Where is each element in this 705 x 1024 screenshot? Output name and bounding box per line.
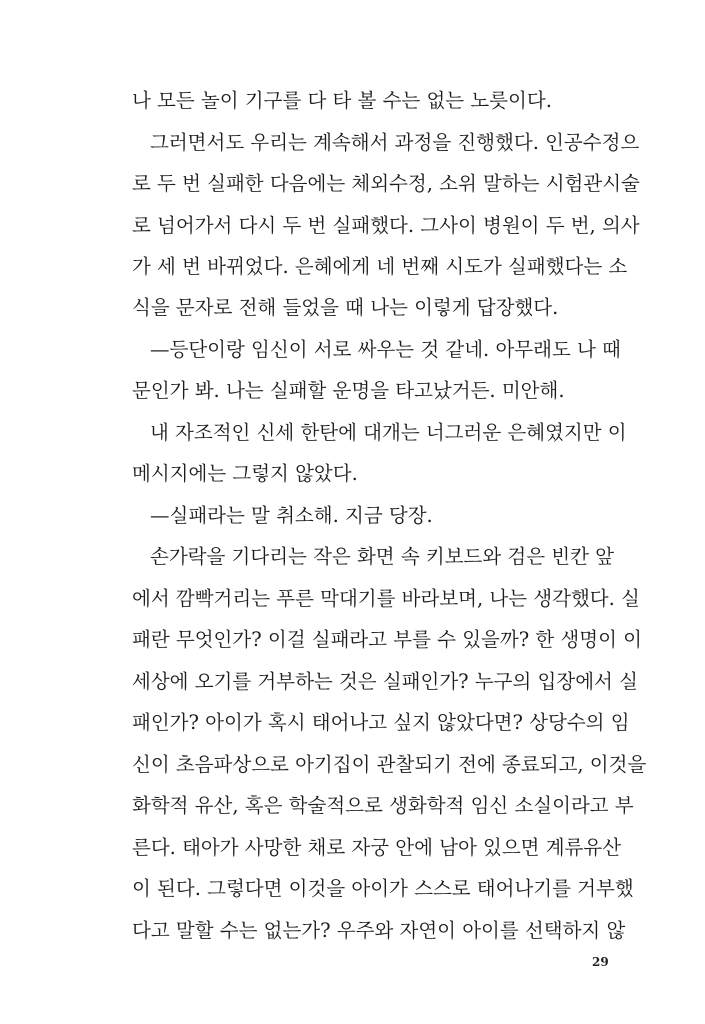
- text-line: 른다. 태아가 사망한 채로 자궁 안에 남아 있으면 계류유산: [132, 836, 622, 859]
- text-line: 문인가 봐. 나는 실패할 운명을 타고났거든. 미안해.: [132, 379, 565, 402]
- text-line: 나 모든 놀이 기구를 다 타 볼 수는 없는 노릇이다.: [132, 89, 552, 112]
- text-line: 이 된다. 그렇다면 이것을 아이가 스스로 태어나기를 거부했: [132, 877, 634, 900]
- text-line: 패인가? 아이가 혹시 태어나고 싶지 않았다면? 상당수의 임: [132, 711, 630, 734]
- text-line: 내 자조적인 신세 한탄에 대개는 너그러운 은혜였지만 이: [150, 421, 627, 444]
- text-line: 신이 초음파상으로 아기집이 관찰되기 전에 종료되고, 이것을: [132, 753, 647, 776]
- text-line: 식을 문자로 전해 들었을 때 나는 이렇게 답장했다.: [132, 296, 559, 319]
- page-number: 29: [592, 955, 609, 969]
- text-line: 로 두 번 실패한 다음에는 체외수정, 소위 말하는 시험관시술: [132, 172, 640, 195]
- text-line: —실패라는 말 취소해. 지금 당장.: [150, 504, 433, 527]
- text-line: 가 세 번 바뀌었다. 은혜에게 네 번째 시도가 실패했다는 소: [132, 255, 628, 278]
- text-line: 화학적 유산, 혹은 학술적으로 생화학적 임신 소실이라고 부: [132, 794, 634, 817]
- text-line: 메시지에는 그렇지 않았다.: [132, 462, 358, 485]
- text-line: 세상에 오기를 거부하는 것은 실패인가? 누구의 입장에서 실: [132, 670, 638, 693]
- text-line: 패란 무엇인가? 이걸 실패라고 부를 수 있을까? 한 생명이 이: [132, 628, 642, 651]
- text-line: 로 넘어가서 다시 두 번 실패했다. 그사이 병원이 두 번, 의사: [132, 214, 640, 237]
- text-line: 에서 깜빡거리는 푸른 막대기를 바라보며, 나는 생각했다. 실: [132, 587, 640, 610]
- text-line: 다고 말할 수는 없는가? 우주와 자연이 아이를 선택하지 않: [132, 919, 626, 942]
- text-line: —등단이랑 임신이 서로 싸우는 것 같네. 아무래도 나 때: [150, 338, 621, 361]
- text-line: 손가락을 기다리는 작은 화면 속 키보드와 검은 빈칸 앞: [150, 545, 615, 568]
- text-line: 그러면서도 우리는 계속해서 과정을 진행했다. 인공수정으: [150, 131, 640, 154]
